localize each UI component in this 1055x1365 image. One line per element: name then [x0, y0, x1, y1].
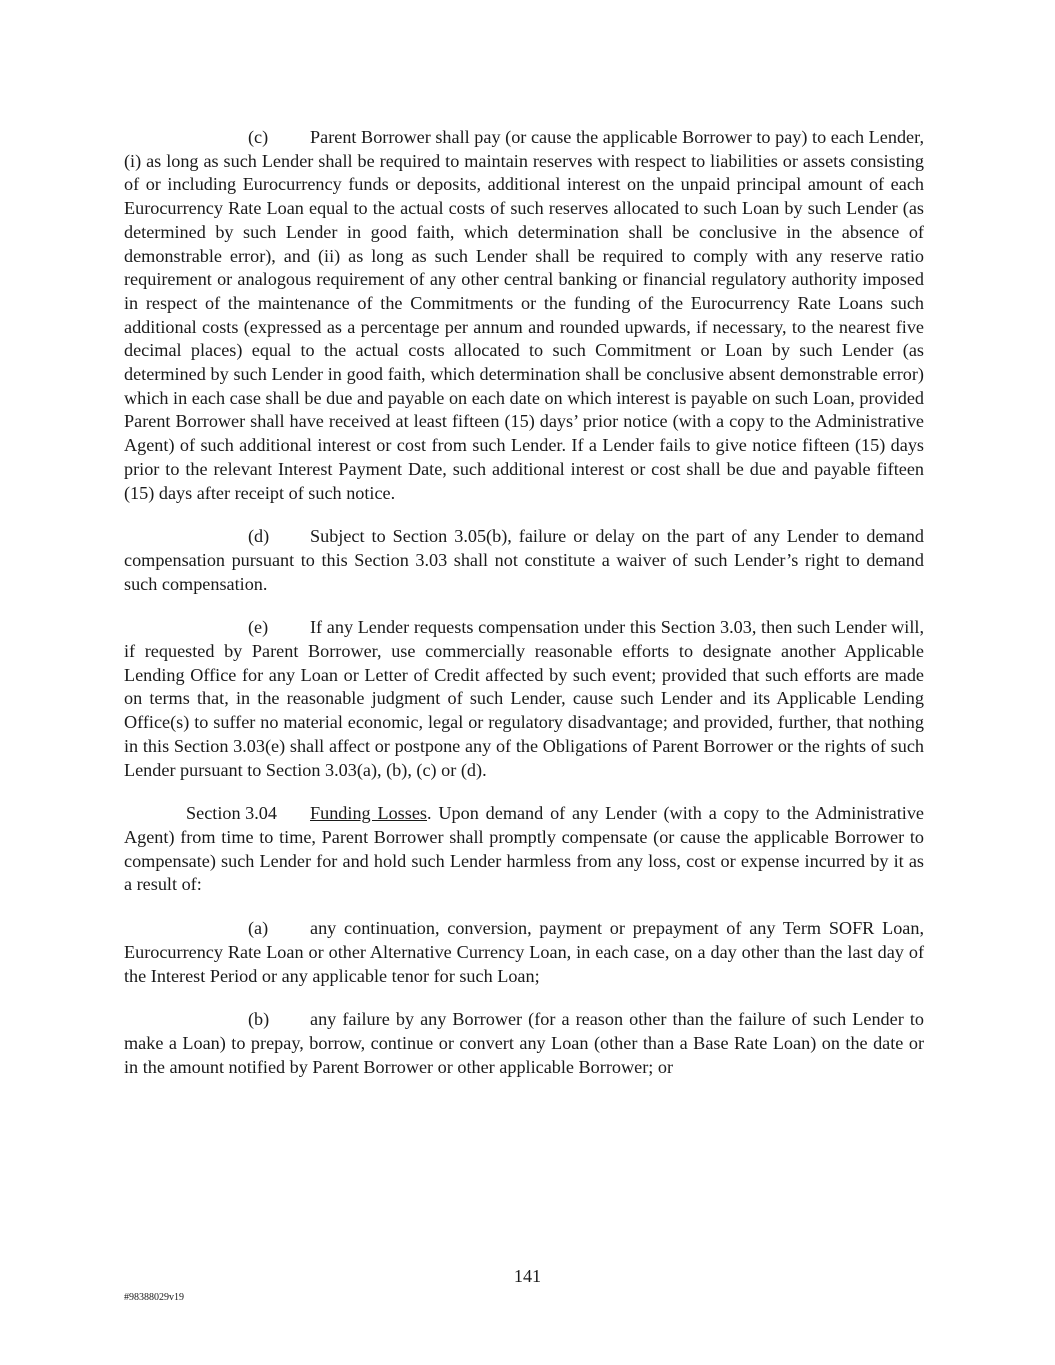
- section-3-04: [124, 802, 924, 897]
- paragraph-a-marker: (a): [248, 918, 269, 939]
- page-number: 141: [513, 1266, 542, 1286]
- document-body: [124, 126, 924, 1099]
- section-text: . Upon demand of any Lender (with a copy to the Administrative Agent) from time to time, Parent Borrower shall promptly compensate (or cause the applicable Borrower to compensate) such Lender for and hold such Lender harmless from any loss, cost or expense incurred by it as a result of:: [124, 803, 924, 895]
- paragraph-b-text: any failure by any Borrower (for a reason other than the failure of such Lender to make a Loan) to prepay, borrow, continue or convert any Loan (other than a Base Rate Loan) on the date or in the amount notified by Parent Borrower or other applicable Borrower; or: [124, 1009, 924, 1077]
- paragraph-d-marker: (d): [248, 526, 270, 547]
- paragraph-d-text: Subject to Section 3.05(b), failure or delay on the part of any Lender to demand compensation pursuant to this Section 3.03 shall not constitute a waiver of such Lender’s right to demand such compensation.: [124, 526, 924, 594]
- paragraph-d: [124, 525, 924, 596]
- paragraph-c-marker: (c): [248, 127, 269, 147]
- paragraph-a: [124, 917, 924, 988]
- paragraph-c-text: Parent Borrower shall pay (or cause the applicable Borrower to pay) to each Lender, (i) as long as such Lender shall be required to maintain reserves with respect to liabilities or assets consisting of or including Eurocurrency funds or deposits, additional interest on the unpaid principal amount of each Eurocurrency Rate Loan equal to the actual costs of such reserves allocated to such Loan by such Lender (as determined by such Lender in good faith, which determination shall be conclusive in the absence of demonstrable error), and (ii) as long as such Lender shall be required to comply with any reserve ratio requirement or analogous requirement of any other central banking or financial regulatory authority imposed in respect of the maintenance of the Commitments or the funding of the Eurocurrency Rate Loans such additional costs (expressed as a percentage per annum and rounded upwards, if necessary, to the nearest five decimal places) equal to the actual costs allocated to such Commitment or Loan by such Lender (as determined by such Lender in good faith, which determination shall be conclusive absent demonstrable error) which in each case shall be due and payable on each date on which interest is payable on such Loan, provided Parent Borrower shall have received at least fifteen (15) days’ prior notice (with a copy to the Administrative Agent) of such additional interest or cost from such Lender. If a Lender fails to give notice fifteen (15) days prior to the relevant Interest Payment Date, such additional interest or cost shall be due and payable fifteen (15) days after receipt of such notice.: [124, 127, 924, 503]
- paragraph-e-marker: (e): [248, 617, 269, 638]
- paragraph-b-marker: (b): [248, 1009, 270, 1030]
- paragraph-a-text: any continuation, conversion, payment or prepayment of any Term SOFR Loan, Eurocurrency Rate Loan or other Alternative Currency Loan, in each case, on a day other than the last day of the Interest Period or any applicable tenor for such Loan;: [124, 918, 924, 986]
- section-title: Funding Losses: [310, 803, 427, 824]
- paragraph-e: [124, 616, 924, 782]
- paragraph-e-text: If any Lender requests compensation under this Section 3.03, then such Lender will, if requested by Parent Borrower, use commercially reasonable efforts to designate another Applicable Lending Office for any Loan or Letter of Credit affected by such event; provided that such efforts are made on terms that, in the reasonable judgment of such Lender, cause such Lender and its Applicable Lending Office(s) to suffer no material economic, legal or regulatory disadvantage; and provided, further, that nothing in this Section 3.03(e) shall affect or postpone any of the Obligations of Parent Borrower or the rights of such Lender pursuant to Section 3.03(a), (b), (c) or (d).: [124, 617, 924, 780]
- section-number: Section 3.04: [186, 803, 277, 824]
- paragraph-c: [124, 126, 924, 505]
- document-id: #98388029v19: [124, 1292, 184, 1303]
- paragraph-b: [124, 1008, 924, 1079]
